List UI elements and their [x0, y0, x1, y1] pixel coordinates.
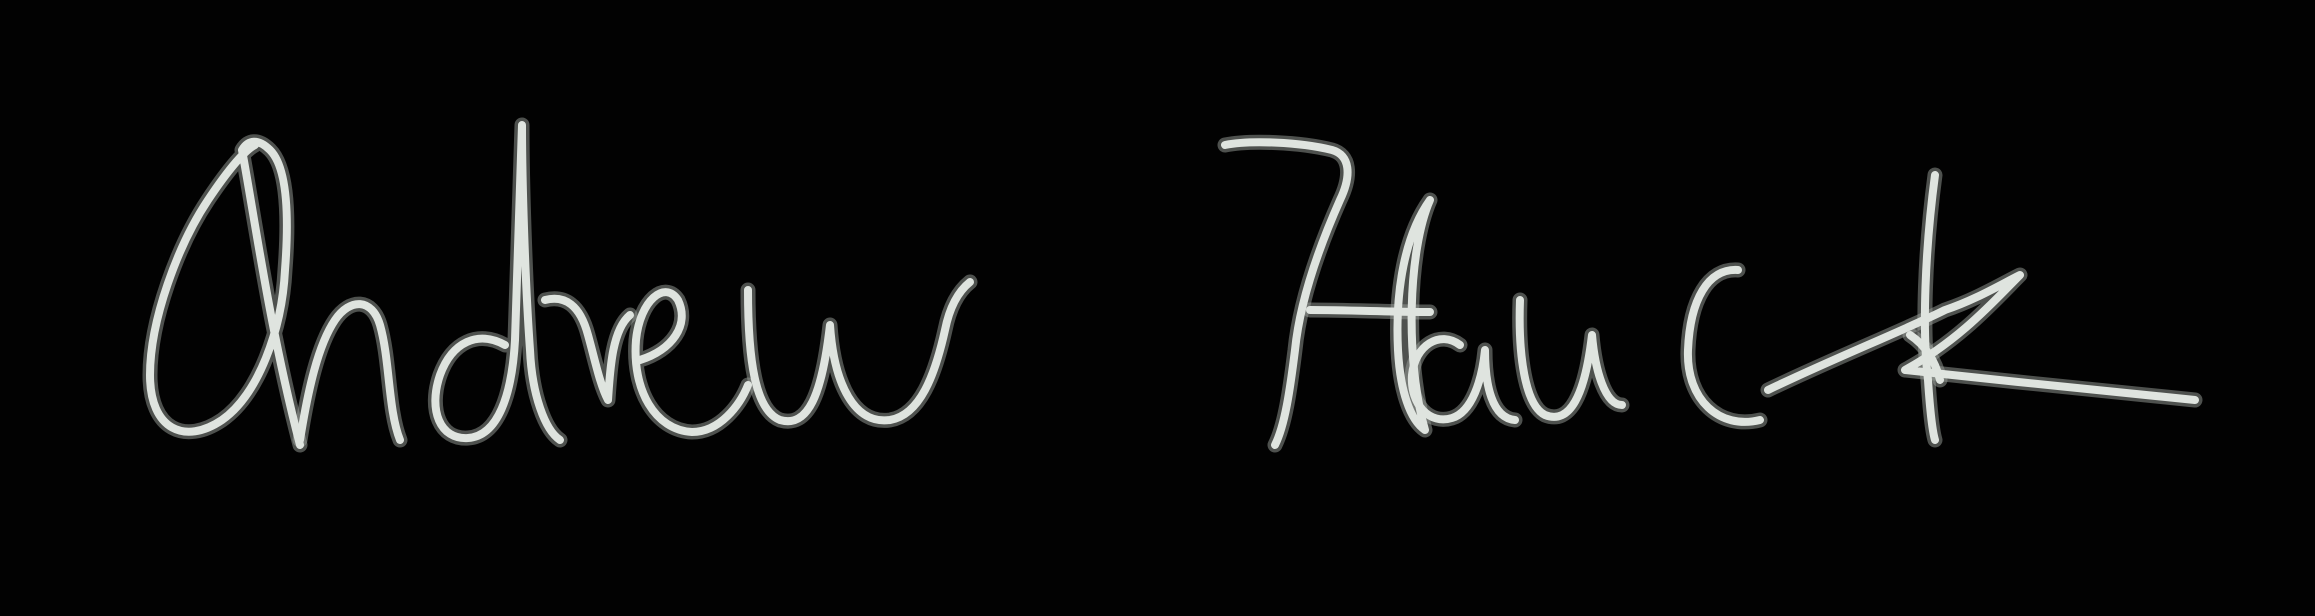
signature-ink-shadow: [150, 125, 2195, 445]
signature-ink: [150, 125, 2195, 445]
